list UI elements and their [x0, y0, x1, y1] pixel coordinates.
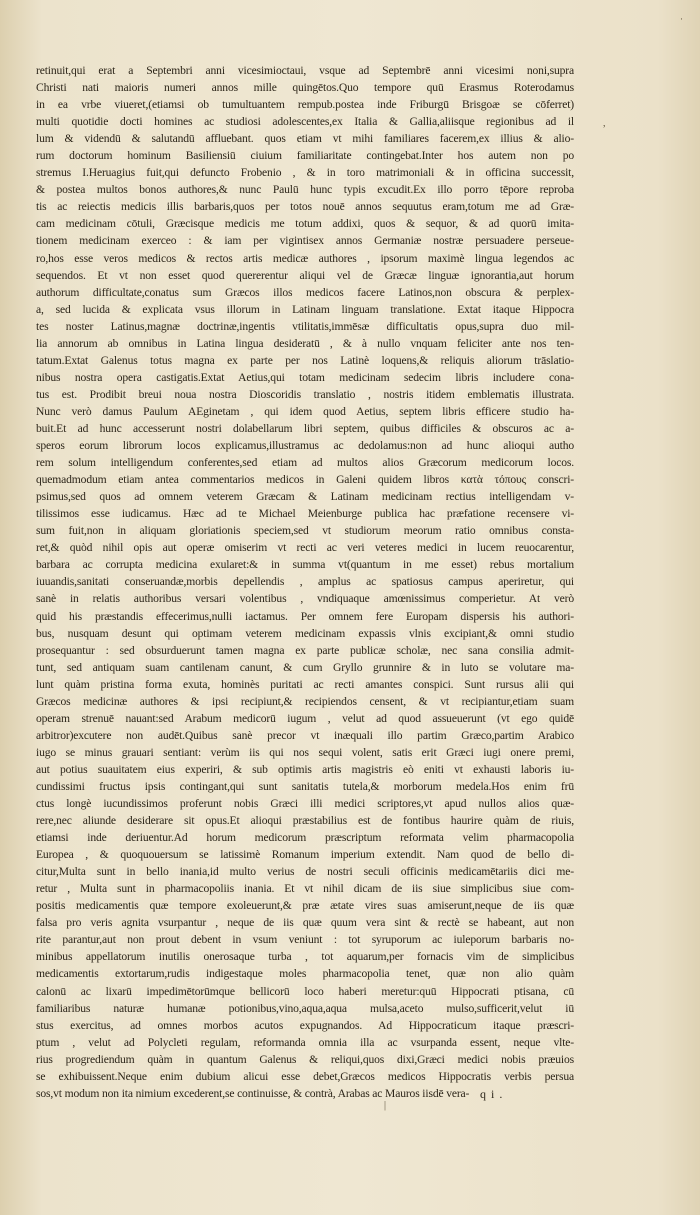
- text-line: operam strenuē nauant:sed Arabum medicorū iugum , velut ad quod assueuerunt (vt ego quidē: [36, 711, 574, 725]
- text-line: cundissimi fructus ipsis contingant,qui sunt sanitatis tutela,& morborum medela.Hos enim frū: [36, 779, 574, 793]
- text-line: retinuit,qui erat a Septembri anni vicesimioctaui, vsque ad Septembrē anni vicesimi noni,supra: [36, 64, 574, 77]
- text-line: tionem medicinam exerceo : & iam per vigintisex annos Germaniæ nostræ persuadere perseue-: [36, 234, 574, 248]
- text-line: citur,Multa sunt in bello inania,id multo verius de nostri seculi officinis medicamētariis dici me-: [36, 865, 574, 879]
- text-line: psimus,sed quos ad omnem veterem Græcam & Latinam medicinam rectius intelligendam v-: [36, 490, 574, 504]
- text-line: rite parantur,aut non prout debent in vsum veniunt : tot syruporum ac iuleporum barbaris no-: [36, 933, 574, 947]
- text-line: bus, nusquam desunt qui optimam veterem medicinam expassis vlnis excipiant,& omni studio: [36, 626, 574, 640]
- text-line: sanè in relatis authoribus versari volentibus , vndiquaque amœnissimus comperietur. At verò: [36, 592, 574, 606]
- text-line: sos,vt modum non ita nimium excederent,se continuisse, & contrà, Arabas ac Mauros iisdē vera-: [36, 1086, 470, 1100]
- text-line: tilissimos esse iudicamus. Hæc ad te Michael Meienburge publica hac præfatione recensere vi-: [36, 507, 574, 521]
- text-line: iugo se minus grauari sentiant: verùm iis qui nos sequi volent, satis erit Græci iugi onere premi,: [36, 745, 574, 759]
- text-line: tatum.Extat Galenus totus magna ex parte per nos Latinè loquens,& reliquis aliorum trāslatio-: [36, 353, 574, 367]
- text-line: etiamsi inde deriuentur.Ad horum medicorum præscriptum reformata velim pharmacopolia: [36, 831, 574, 845]
- margin-mark: |: [384, 1100, 387, 1111]
- text-line: lum & videndū & salutandū affluebant. quos etiam vt mihi familiares facerem,ex illius & alio-: [36, 132, 574, 146]
- text-line: rere,nec aliunde desiderare sit opus.Et alioqui præstabilius est de fontibus haurire quàm de riuis,: [36, 814, 574, 828]
- text-line: ro,hos esse veros medicos & rectos artis medicæ authores , ipsorum maximè lingua legendos ac: [36, 251, 574, 265]
- text-line: lunt quàm pristina forma exuta, hominès puritati ac recti amantes conspici. Sunt rursus alii qui: [36, 677, 574, 691]
- text-line: arbitror)excutere non audēt.Quibus sanè precor vt inæquali illo partim Græco,partim Arabico: [36, 728, 574, 742]
- text-line: tus est. Prodibit breui noua nostra Dioscoridis translatio , nostris itidem emblematis illustrata.: [36, 387, 574, 401]
- text-line: lia annorum ab omnibus in Latina lingua desideratū , & à nullo vnquam feliciter ante nos ten-: [36, 336, 574, 350]
- text-line: multi quotidie docti homines ac studiosi adolescentes,ex Italia & Gallia,aliisque regionibus ad il: [36, 115, 574, 129]
- text-line: & postea multos bonos authores,& nunc Paulū hunc typis excudit.Ex illo porro tēpore reproba: [36, 183, 574, 197]
- text-line: Christi nati maioris numeri annos mille quingētos.Quo tempore quū Erasmus Roterodamus: [36, 81, 574, 95]
- text-line: tunt, sed antiquam suam cantilenam canunt, & cum Gryllo grunnire & in luto se volutare ma-: [36, 660, 574, 674]
- text-line: positis medicamentis quæ tempore exoleuerunt,& præ ætate vires suas amiserunt,neque de iis quæ: [36, 899, 574, 913]
- margin-mark: ·: [680, 14, 683, 24]
- text-line: ret,& quòd nihil opis aut operæ omiserim vt recti ac veri veteres medici in lucem reuocarentur,: [36, 541, 574, 555]
- text-line: ptum , velut ad Polycleti regulam, reformanda omnia illa ac vsurpanda essent, neque vlte-: [36, 1035, 574, 1049]
- text-line: aut potius suauitatem eius experiri, & sub optimis artis magistris eò eniti vt exhausti laboris iu-: [36, 762, 574, 776]
- text-line: se exhibuissent.Neque enim dubium alicui esse debet,Græcos medicos Hippocratis verbis persua: [36, 1069, 574, 1083]
- text-line: authorum difficultate,conatus sum Græcos illos medicos facere Latinos,non obscura & perplex-: [36, 285, 574, 299]
- text-line: speros eorum librorum locos explicamus,illustramus ac dedolamus:non ad hunc alioqui autho: [36, 439, 574, 453]
- text-line: medicamentis extortarum,rudis indigestaque moles pharmacopolia tenet, quæ non alio quàm: [36, 967, 574, 981]
- text-line: buit.Et ad hunc accesserunt nostri dolabellarum libri septem, quibus difficiles & obscuros ac a-: [36, 421, 574, 435]
- text-line: in ea vrbe viueret,(etiamsi ob tumultuantem rempub.postea inde Friburgū Brisgoæ se cōferret): [36, 98, 574, 112]
- text-line: quid his præstandis effecerimus,nulli iactamus. Per omnem fere Europam dispersis his authori-: [36, 609, 574, 623]
- text-line: Europea , & quoquouersum se latissimè Romanum imperium extendit. Nam quod de bello di-: [36, 848, 574, 862]
- text-line: tes noster Latinus,magnæ doctrinæ,ingentis vtilitatis,immēsæ difficultatis opus,supra duo mil-: [36, 319, 574, 333]
- text-line: cam medicinam cōtuli, Græcisque medicis me totum addixi, quos & sequor, & ad quorū imita-: [36, 217, 574, 231]
- text-line: falsa pro veris agnita vsurpantur , neque de iis quæ quum vera sint & rectè se habeant, aut non: [36, 916, 574, 930]
- text-line: minibus appellatorum inutilis onerosaque turba , tot aquarum,per fornacis vim de simplicibus: [36, 950, 574, 964]
- text-line: a, sed lucida & explicata vsus illorum in Latinam linguam translatione. Extat itaque Hippocra: [36, 302, 574, 316]
- text-line: Græcos medicinæ authores & ipsi recipiunt,& recipiendos censent, & vt recipiantur,etiam suam: [36, 694, 574, 708]
- text-line: sequendos. Et vt non esset quod quererentur aliqui vel de Græcæ linguæ ignorantia,aut horum: [36, 268, 574, 282]
- text-line: prosequantur : sed obsurduerunt tamen magna ex parte publicæ scholæ, nec sana consilia admit-: [36, 643, 574, 657]
- text-line: rem solum intelligendum conferentes,sed etiam ad multos alios Græcorum medicorum locos.: [36, 456, 574, 470]
- margin-mark: ,: [603, 118, 606, 129]
- text-line: barbara ac corrupta medicina exularet:& in summa vt(quantum in me esset) rebus mortalium: [36, 558, 574, 572]
- text-line: stremus I.Heruagius fuit,qui defuncto Frobenio , & in toro matrimoniali & in officina successit,: [36, 166, 574, 180]
- body-text: [36, 62, 574, 1102]
- text-line: iuuandis,sanitati conseruandæ,morbis depellendis , amplus ac spatiosus campus aperiretur, qui: [36, 575, 574, 589]
- text-line: familiaribus naturæ humanæ potionibus,vino,aqua,aqua mulsa,aceto mulso,sufficerit,velut iū: [36, 1001, 574, 1015]
- text-line: Nunc verò damus Paulum AEginetam , qui idem quod Aetius, septem libris efficere studio ha-: [36, 404, 574, 418]
- text-line: sum fuit,non in aliquam gloriationis speciem,sed vt studiorum meorum ratio omnibus consta-: [36, 524, 574, 538]
- text-line: ctus longè iucundissimos proferunt nobis Græci illi medici scriptores,vt apud nullos alios quæ-: [36, 797, 574, 811]
- text-line: quemadmodum etiam antea commentarios medicos in Galeni quidem libros κατὰ τόπους conscri-: [36, 473, 574, 487]
- text-line: stus exercitus, ad omnes morbos acutos expugnandos. Ad Hippocraticum itaque præscri-: [36, 1018, 574, 1032]
- text-line: tis ac reiectis medicis illis barbaris,quos per totos nouē annos sequutus eram,totum me ad Græ-: [36, 200, 574, 214]
- catchword: q i .: [480, 1087, 504, 1101]
- text-line: retur , Multa sunt in pharmacopoliis inania. Et vt nihil dicam de iis siue simplicibus siue com-: [36, 882, 574, 896]
- text-line: nibus nostra opera castigatis.Extat Aetius,qui totam medicinam sedecim libris includere cona-: [36, 370, 574, 384]
- text-line: rius progrediendum quàm in quantum Galenus & reliqui,quos dixi,Græci medici nobis præuios: [36, 1052, 574, 1066]
- text-line: calonū ac lixarū impedimētorūmque bellicorū loco haberi meretur:quū Hippocrati ptisana, cū: [36, 984, 574, 998]
- text-line: rum doctorum hominum Basiliensiū ciuium familiaritate contingebat.Inter hos autem non po: [36, 149, 574, 163]
